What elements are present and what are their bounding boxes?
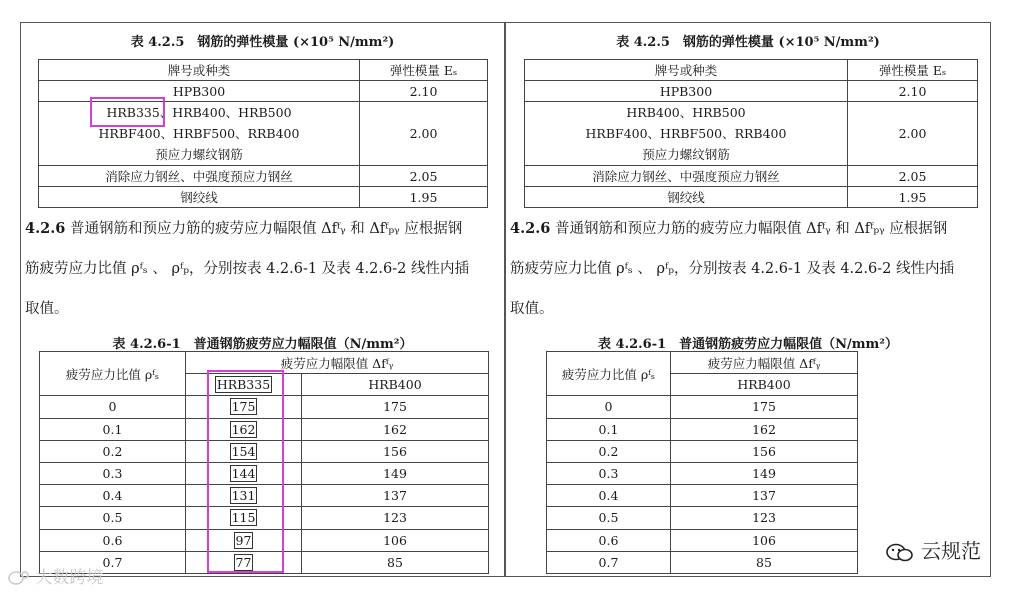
watermark-left: 大数跨境: [8, 563, 103, 588]
hrb400_right-cell: 137: [671, 485, 858, 507]
hrb400_right-cell: 156: [671, 440, 858, 462]
col-grade: 牌号或种类: [525, 60, 848, 81]
table-row: [547, 440, 858, 462]
ratio-cell: 0.3: [547, 462, 671, 484]
hrb335-cell: 77: [235, 554, 252, 570]
table-4261-title: 表 4.2.6-1 普通钢筋疲劳应力幅限值（N/mm²）: [598, 337, 898, 352]
clause-426: 4.2.6 普通钢筋和预应力筋的疲劳应力幅限值 Δfᶠᵧ 和 Δfᶠₚᵧ 应根据钢 筋疲劳应力比值 ρᶠₛ 、 ρᶠₚ，分别按表 4.2.6-1 及表 4.2.6-2 线性内插 取值。: [25, 220, 469, 317]
ratio-cell: 0.1: [40, 418, 186, 440]
ratio-cell: 0.5: [40, 507, 186, 529]
hrb400_left-cell: 85: [302, 551, 489, 573]
clause-426: 4.2.6 普通钢筋和预应力筋的疲劳应力幅限值 Δfᶠᵧ 和 Δfᶠₚᵧ 应根据钢 筋疲劳应力比值 ρᶠₛ 、 ρᶠₚ，分别按表 4.2.6-1 及表 4.2.6-2 线性内插 取值。: [510, 220, 954, 317]
ratio-cell: 0.4: [547, 485, 671, 507]
hrb400_left-cell: 162: [302, 418, 489, 440]
ratio-cell: 0.7: [547, 551, 671, 573]
ratio-cell: 0.5: [547, 507, 671, 529]
table-row: [547, 396, 858, 418]
hrb400_right-cell: 123: [671, 507, 858, 529]
grade-line-hrb335: HRB335、HRB400、HRB500: [106, 105, 292, 120]
chat-bubble-icon: [8, 570, 30, 586]
table-row: 消除应力钢丝、中强度预应力钢丝 2.05: [525, 166, 978, 187]
table-row: [547, 418, 858, 440]
table-row: 钢绞线 1.95: [39, 187, 488, 208]
ratio-cell: 0.3: [40, 462, 186, 484]
table-row: [547, 485, 858, 507]
table-row: [547, 529, 858, 551]
table-4261-title: 表 4.2.6-1 普通钢筋疲劳应力幅限值（N/mm²）: [112, 337, 413, 352]
ratio-cell: 0.4: [40, 485, 186, 507]
hrb400_left-cell: 123: [302, 507, 489, 529]
table-row: [547, 507, 858, 529]
table-4261: [546, 351, 858, 574]
ratio-cell: 0: [40, 396, 186, 418]
ratio-cell: 0.2: [547, 440, 671, 462]
hrb335-cell: 97: [235, 532, 252, 548]
ratio-cell: 0.2: [40, 440, 186, 462]
hrb400_left-cell: 156: [302, 440, 489, 462]
hrb335-cell: 115: [231, 510, 256, 526]
hrb400_right-cell: 106: [671, 529, 858, 551]
hrb335-cell: 154: [231, 443, 256, 459]
hrb400_right-cell: 149: [671, 462, 858, 484]
col-group: 疲劳应力幅限值 Δfᶠᵧ: [186, 352, 489, 374]
hrb335-cell: 162: [231, 421, 256, 437]
table-425: [38, 59, 488, 208]
col-hrb335: HRB335: [216, 377, 271, 393]
hrb400_left-cell: 149: [302, 462, 489, 484]
ratio-cell: 0: [547, 396, 671, 418]
table-row: HPB300 2.10: [39, 81, 488, 102]
hrb400_right-cell: 162: [671, 418, 858, 440]
hrb400_left-cell: 137: [302, 485, 489, 507]
hrb335-cell: 175: [231, 399, 256, 415]
table-row: [547, 462, 858, 484]
table-row: [547, 551, 858, 573]
col-ratio: 疲劳应力比值 ρᶠₛ: [40, 352, 186, 396]
hrb400_left-cell: 106: [302, 529, 489, 551]
ratio-cell: 0.6: [547, 529, 671, 551]
right-panel: [505, 22, 991, 577]
highlight-hrb335-column: [207, 370, 284, 573]
table-row: 钢绞线 1.95: [525, 187, 978, 208]
hrb335-cell: 131: [231, 488, 256, 504]
table-row: HRB335、HRB400、HRB500 HRBF400、HRBF500、RRB400 预应力螺纹钢筋 2.00: [39, 102, 488, 166]
table-425-title: 表 4.2.5 钢筋的弹性模量 (×10⁵ N/mm²): [130, 35, 395, 50]
ratio-cell: 0.1: [547, 418, 671, 440]
ratio-cell: 0.7: [40, 551, 186, 573]
col-ratio: 疲劳应力比值 ρᶠₛ: [547, 352, 671, 396]
col-modulus: 弹性模量 Eₛ: [360, 60, 488, 81]
table-425: [524, 59, 978, 208]
hrb400_right-cell: 85: [671, 551, 858, 573]
hrb400_right-cell: 175: [671, 396, 858, 418]
col-modulus: 弹性模量 Eₛ: [848, 60, 978, 81]
hrb335-cell: 144: [231, 466, 256, 482]
col-grade: 牌号或种类: [39, 60, 360, 81]
highlight-hrb335-grade: [90, 97, 165, 127]
hrb400_left-cell: 175: [302, 396, 489, 418]
table-row: 消除应力钢丝、中强度预应力钢丝 2.05: [39, 166, 488, 187]
ratio-cell: 0.6: [40, 529, 186, 551]
wechat-icon: [885, 542, 915, 564]
table-425-title: 表 4.2.5 钢筋的弹性模量 (×10⁵ N/mm²): [616, 35, 880, 50]
col-hrb400: HRB400: [671, 374, 858, 396]
left-panel: [20, 22, 505, 577]
table-row: HPB300 2.10: [525, 81, 978, 102]
table-row: HRB400、HRB500 HRBF400、HRBF500、RRB400 预应力螺纹钢筋 2.00: [525, 102, 978, 166]
col-hrb400: HRB400: [302, 374, 489, 396]
watermark-right: 云规范: [885, 535, 981, 564]
col-group: 疲劳应力幅限值 Δfᶠᵧ: [671, 352, 858, 374]
